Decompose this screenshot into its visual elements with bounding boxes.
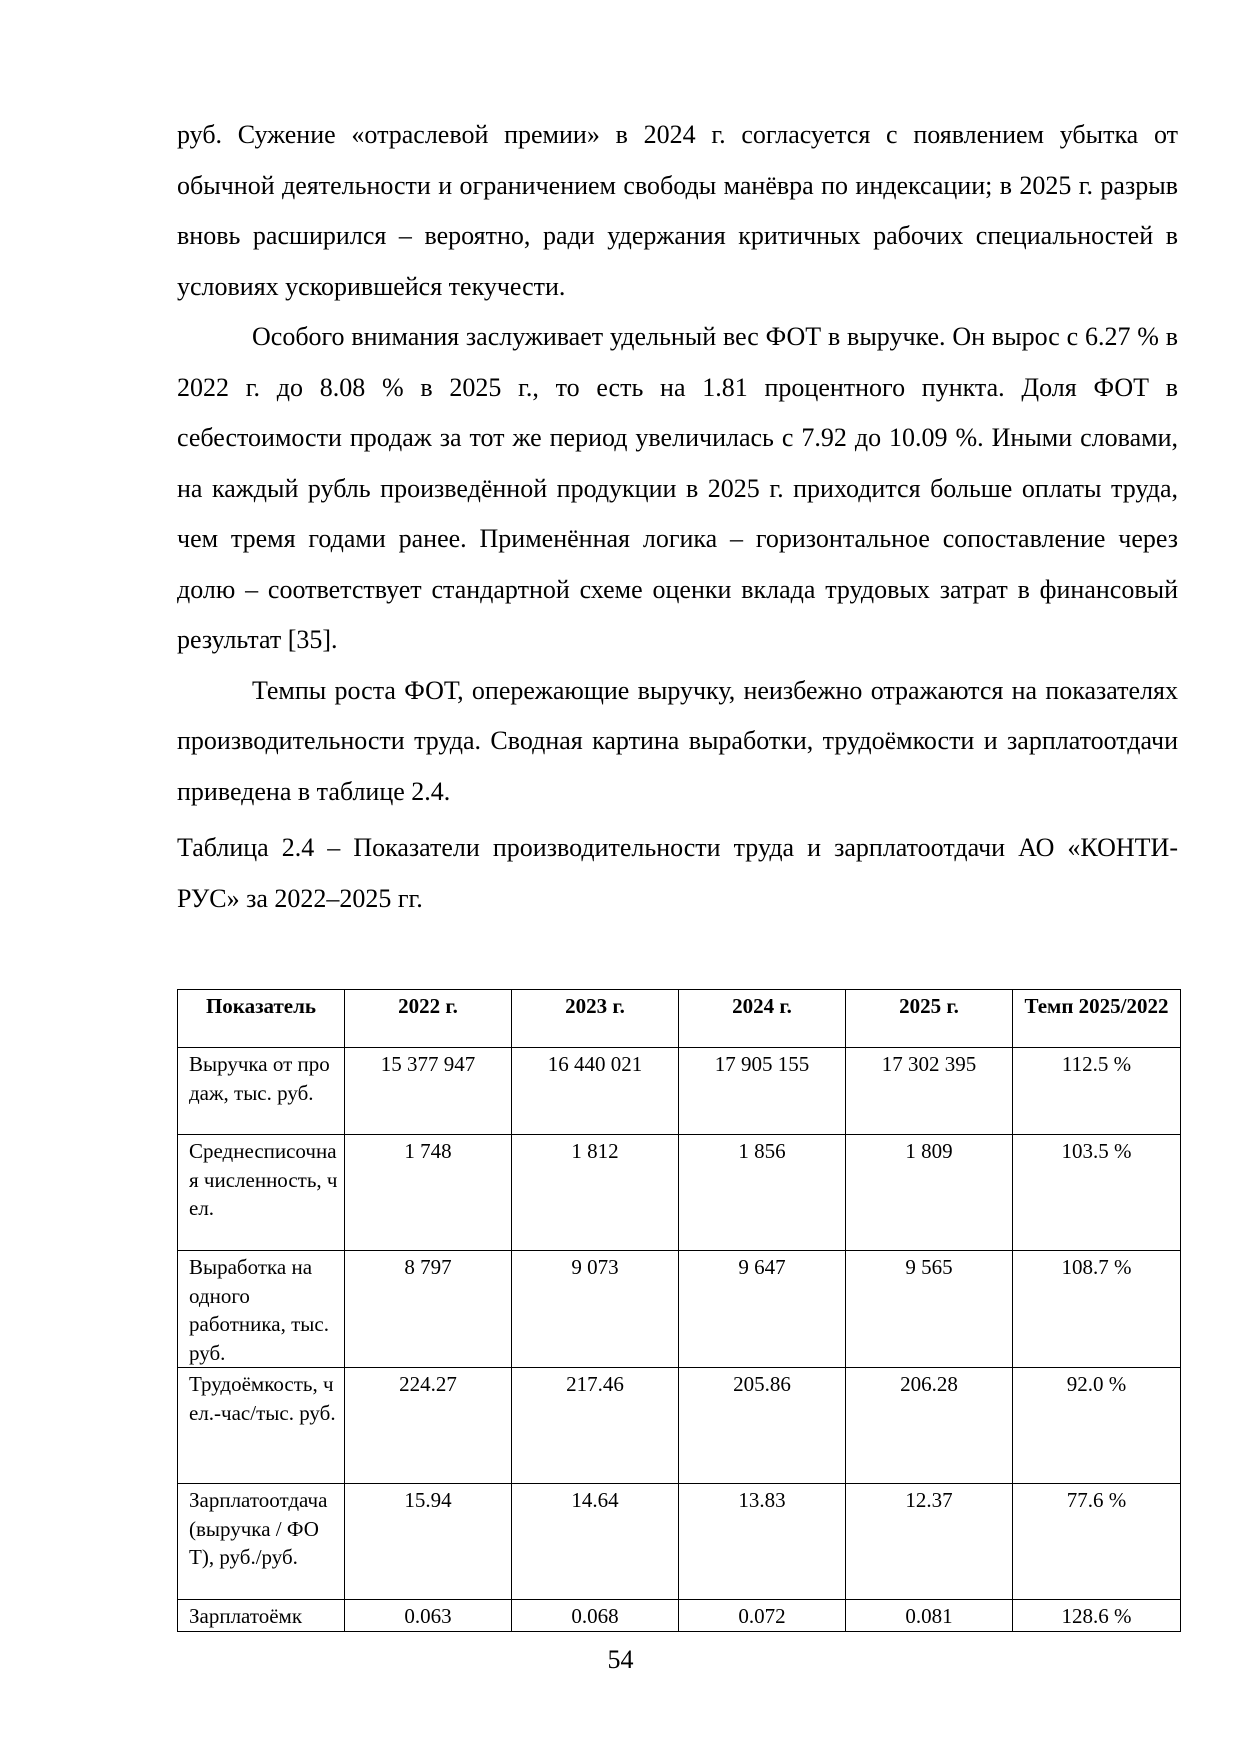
table-row xyxy=(178,1135,1181,1251)
row-label: Среднесписочная численность, чел. xyxy=(178,1135,345,1251)
cell-value: 112.5 % xyxy=(1013,1048,1181,1135)
cell-value: 205.86 xyxy=(679,1368,846,1484)
cell-value: 17 302 395 xyxy=(846,1048,1013,1135)
cell-value: 224.27 xyxy=(345,1368,512,1484)
cell-value: 9 073 xyxy=(512,1251,679,1368)
table-row xyxy=(178,1600,1181,1632)
body-paragraph-3: Темпы роста ФОТ, опережающие выручку, неизбежно отражаются на показателях производительности труда. Сводная картина выработки, трудоёмкости и зарплатоотдачи приведена в таблице 2.4. xyxy=(177,675,1178,806)
cell-value: 16 440 021 xyxy=(512,1048,679,1135)
row-label: Выручка от продаж, тыс. руб. xyxy=(178,1048,345,1135)
table-row xyxy=(178,1251,1181,1368)
header-2023: 2023 г. xyxy=(512,990,679,1048)
header-growth-rate: Темп 2025/2022 xyxy=(1013,990,1181,1048)
header-2024: 2024 г. xyxy=(679,990,846,1048)
cell-value: 1 809 xyxy=(846,1135,1013,1251)
row-label: Выработка на одного работника, тыс. руб. xyxy=(178,1251,345,1368)
cell-value: 108.7 % xyxy=(1013,1251,1181,1368)
header-2025: 2025 г. xyxy=(846,990,1013,1048)
table-row xyxy=(178,1368,1181,1484)
cell-value: 0.072 xyxy=(679,1600,846,1632)
cell-value: 9 647 xyxy=(679,1251,846,1368)
row-label: Зарплатоёмк xyxy=(178,1600,345,1632)
cell-value: 15.94 xyxy=(345,1484,512,1600)
cell-value: 14.64 xyxy=(512,1484,679,1600)
cell-value: 77.6 % xyxy=(1013,1484,1181,1600)
cell-value: 9 565 xyxy=(846,1251,1013,1368)
cell-value: 0.063 xyxy=(345,1600,512,1632)
header-indicator: Показатель xyxy=(178,990,345,1048)
body-paragraph-2: Особого внимания заслуживает удельный вес ФОТ в выручке. Он вырос с 6.27 % в 2022 г. до 8.08 % в 2025 г., то есть на 1.81 процентного пункта. Доля ФОТ в себестоимости продаж за тот же период увеличилась с 7.92 до 10.09 %. Иными словами, на каждый рубль произведённой продукции в 2025 г. приходится больше оплаты труда, чем тремя годами ранее. Применённая логика – горизонтальное сопоставление через долю – соответствует стандартной схеме оценки вклада трудовых затрат в финансовый результат [35]. xyxy=(177,322,1178,654)
page-number: 54 xyxy=(607,1645,634,1674)
cell-value: 92.0 % xyxy=(1013,1368,1181,1484)
cell-value: 206.28 xyxy=(846,1368,1013,1484)
cell-value: 1 856 xyxy=(679,1135,846,1251)
cell-value: 1 812 xyxy=(512,1135,679,1251)
table-row xyxy=(178,1048,1181,1135)
cell-value: 13.83 xyxy=(679,1484,846,1600)
cell-value: 0.081 xyxy=(846,1600,1013,1632)
document-page xyxy=(177,110,1178,924)
body-paragraph-1: руб. Сужение «отраслевой премии» в 2024 г. согласуется с появлением убытка от обычной деятельности и ограничением свободы манёвра по индексации; в 2025 г. разрыв вновь расширился – вероятно, ради удержания критичных рабочих специальностей в условиях ускорившейся текучести. xyxy=(177,120,1178,301)
cell-value: 217.46 xyxy=(512,1368,679,1484)
table-header-row xyxy=(178,990,1181,1048)
cell-value: 0.068 xyxy=(512,1600,679,1632)
cell-value: 1 748 xyxy=(345,1135,512,1251)
table-caption: Таблица 2.4 – Показатели производительности труда и зарплатоотдачи АО «КОНТИ-РУС» за 2022–2025 гг. xyxy=(177,833,1178,913)
row-label: Зарплатоотдача (выручка / ФОТ), руб./руб. xyxy=(178,1484,345,1600)
cell-value: 8 797 xyxy=(345,1251,512,1368)
cell-value: 12.37 xyxy=(846,1484,1013,1600)
cell-value: 17 905 155 xyxy=(679,1048,846,1135)
cell-value: 15 377 947 xyxy=(345,1048,512,1135)
table-row xyxy=(178,1484,1181,1600)
row-label: Трудоёмкость, чел.-час/тыс. руб. xyxy=(178,1368,345,1484)
header-2022: 2022 г. xyxy=(345,990,512,1048)
productivity-table xyxy=(177,989,1181,1632)
cell-value: 128.6 % xyxy=(1013,1600,1181,1632)
cell-value: 103.5 % xyxy=(1013,1135,1181,1251)
